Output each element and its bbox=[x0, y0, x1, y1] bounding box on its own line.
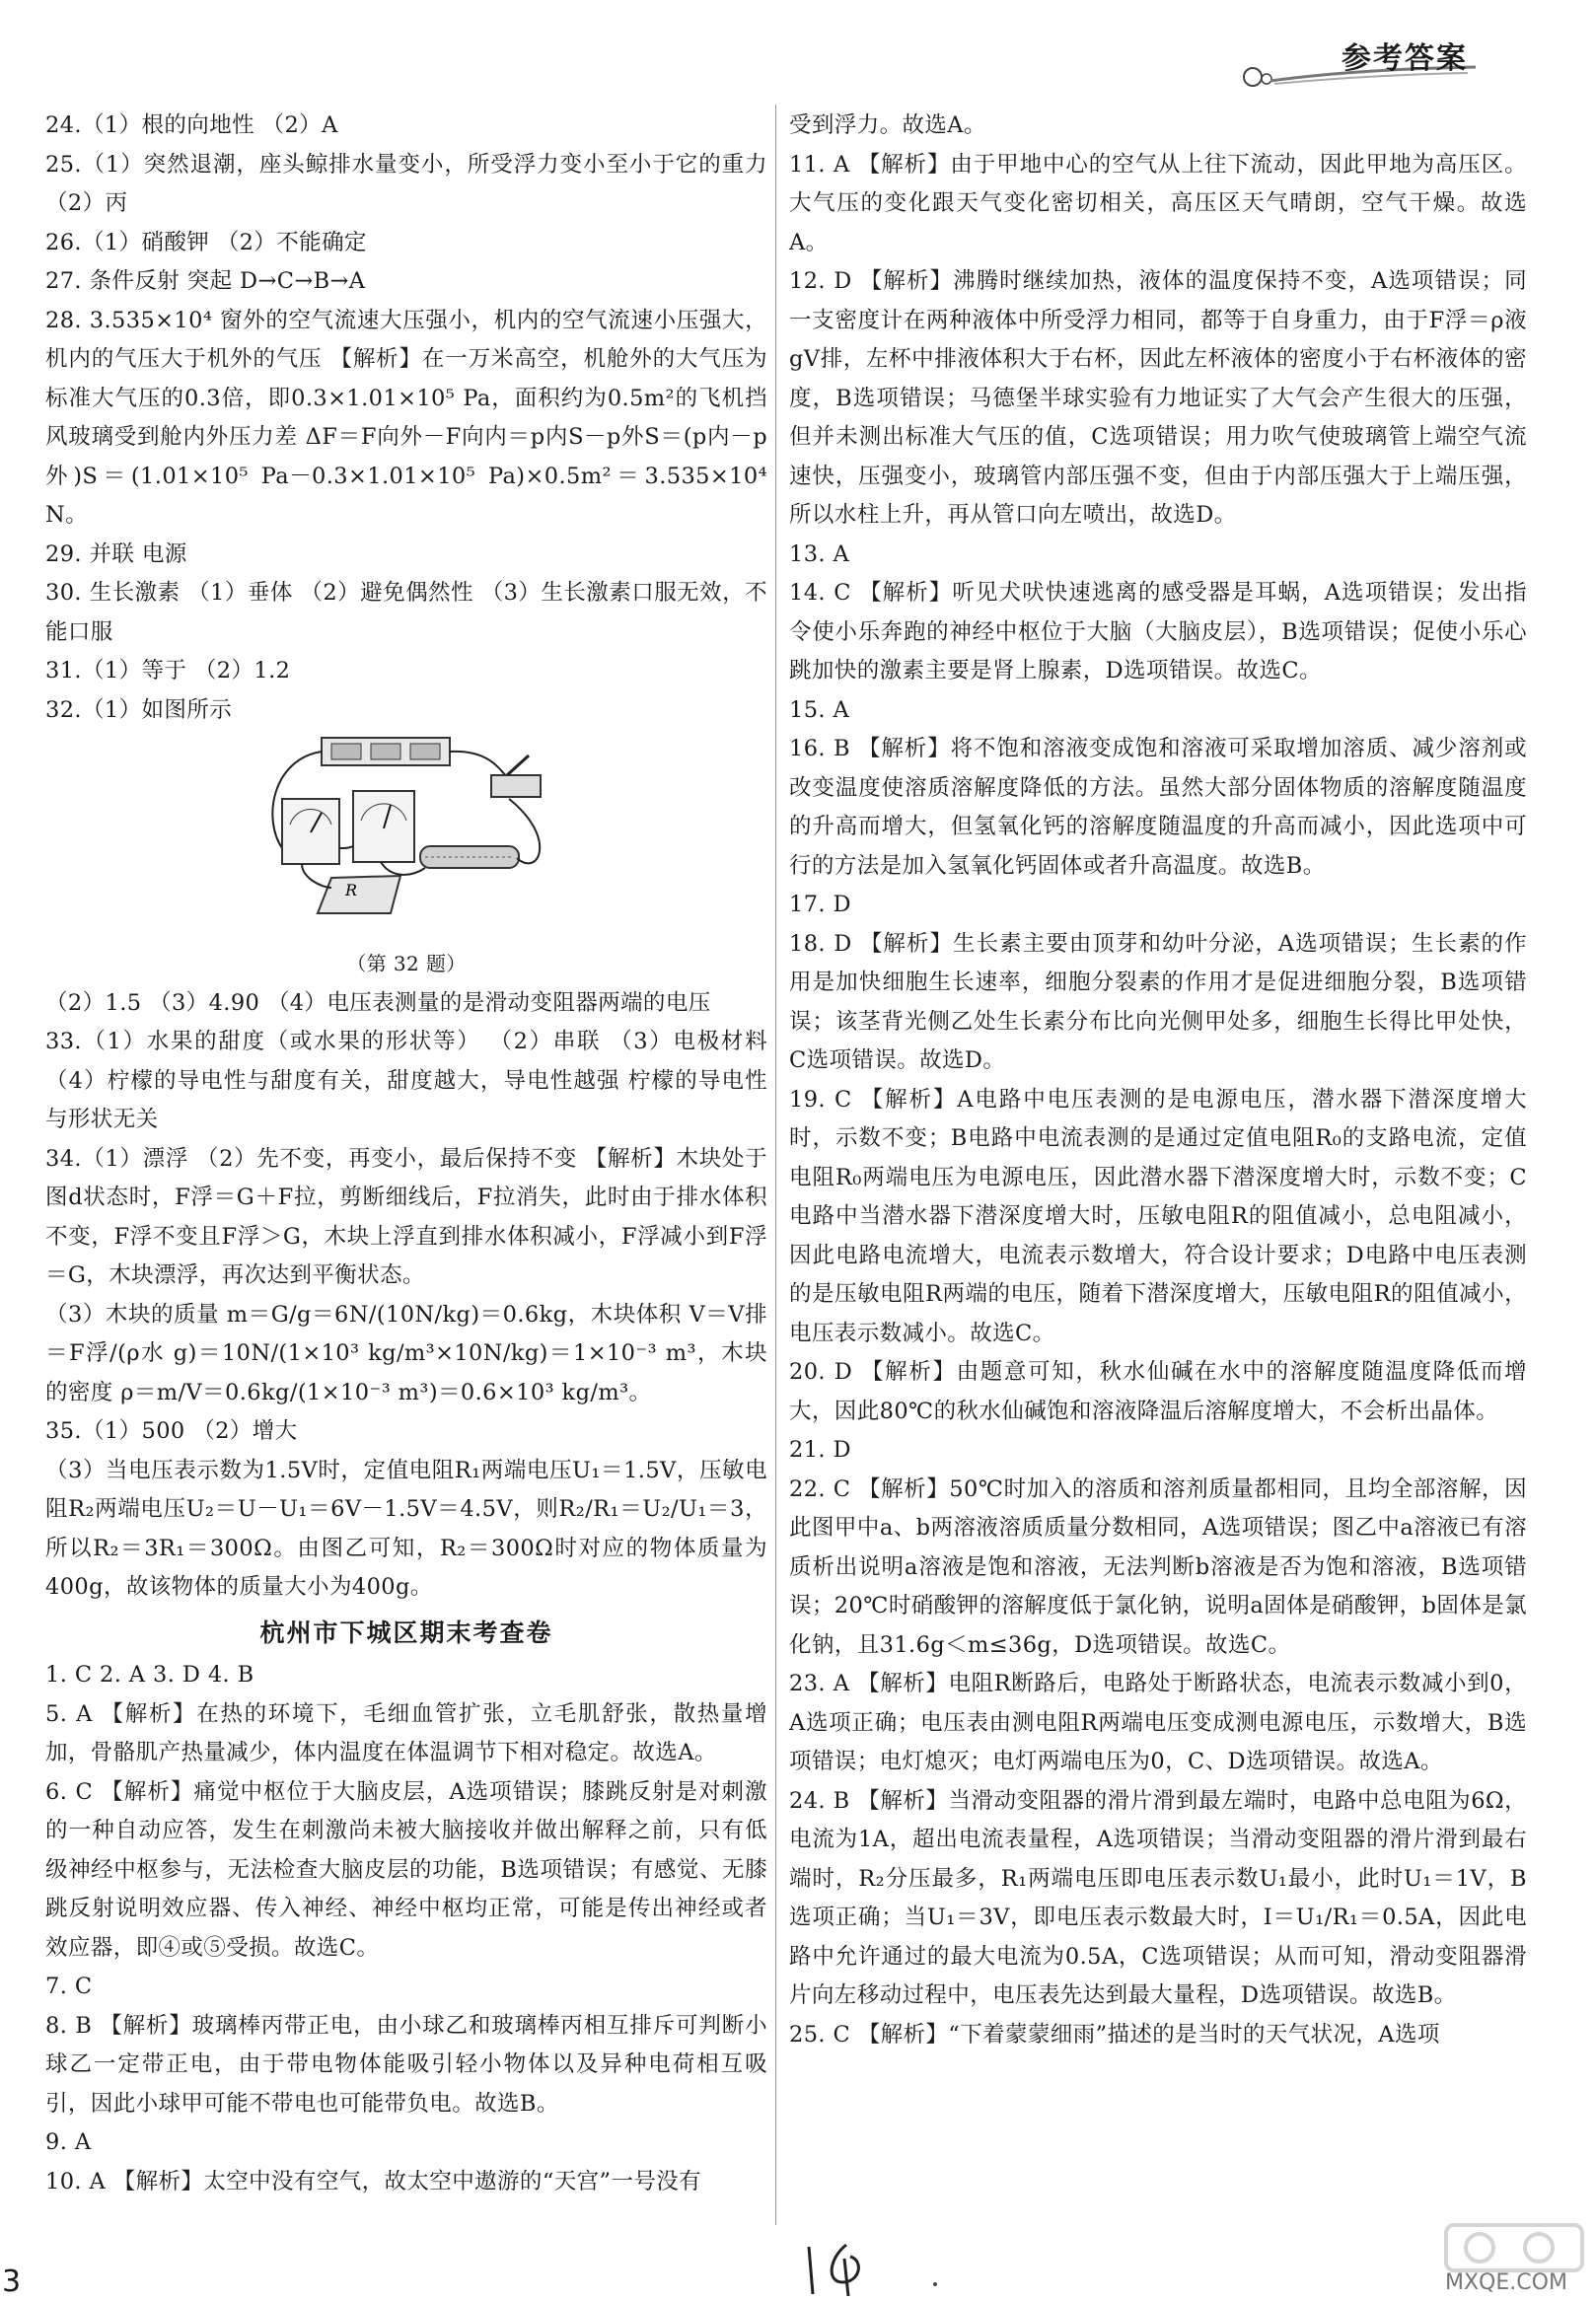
column-divider bbox=[775, 105, 776, 2225]
answer-line: 18. D 【解析】生长素主要由顶芽和幼叶分泌，A选项错误；生长素的作用是加快细胞生长速率，细胞分裂素的作用才是促进细胞分裂，B选项错误；该茎背光侧乙处生长素分布比向光侧甲处多，细胞生长得比甲处快，C选项错误。故选D。 bbox=[789, 930, 1527, 1073]
answer-line: 11. A 【解析】由于甲地中心的空气从上往下流动，因此甲地为高压区。大气压的变化跟天气变化密切相关，高压区天气晴朗，空气干燥。故选A。 bbox=[789, 151, 1527, 255]
figure-caption: （第 32 题） bbox=[346, 952, 467, 975]
answer-line: 1. C 2. A 3. D 4. B bbox=[45, 1662, 254, 1688]
answer-line: 24.（1）根的向地性 （2）A bbox=[45, 112, 338, 138]
answer-line: 31.（1）等于 （2）1.2 bbox=[45, 658, 291, 683]
answer-line: 30. 生长激素 （1）垂体 （2）避免偶然性 （3）生长激素口服无效，不能口服 bbox=[45, 580, 767, 645]
answer-line: 24. B 【解析】当滑动变阻器的滑片滑到最左端时，电路中总电阻为6Ω，电流为1A，超出电流表量程，A选项错误；当滑动变阻器的滑片滑到最右端时，R₂分压最多，R₁两端电压即电压表示数U₁最小，此时U₁＝1V，B选项正确；当U₁＝3V，即电压表示数最大时，I＝U₁/R₁＝0.5A，因此电路中允许通过的最大电流为0.5A，C选项错误；从而可知，滑动变阻器滑片向左移动过程中，电压表先达到最大量程，D选项错误。故选B。 bbox=[789, 1787, 1527, 2008]
watermark-text: MXQE.COM bbox=[1445, 2270, 1567, 2295]
svg-text:R: R bbox=[345, 881, 358, 899]
answer-line: 6. C 【解析】痛觉中枢位于大脑皮层，A选项错误；膝跳反射是对刺激的一种自动应答，发生在刺激尚未被大脑接收并做出解释之前，只有低级神经中枢参与，无法检查大脑皮层的功能，B选项错误；有感觉、无膝跳反射说明效应器、传入神经、神经中枢均正常，可能是传出神经或者效应器，即④或⑤受损。故选C。 bbox=[45, 1778, 767, 1961]
page-number: 3 bbox=[2, 2265, 22, 2299]
right-lines bbox=[789, 107, 1527, 2054]
answer-line: 35.（1）500 （2）增大 bbox=[45, 1418, 298, 1444]
section-title: 杭州市下城区期末考查卷 bbox=[259, 1618, 553, 1647]
answer-line: 9. A bbox=[45, 2129, 92, 2155]
answer-line: 25.（1）突然退潮，座头鲸排水量变小，所受浮力变小至小于它的重力 （2）丙 bbox=[45, 151, 767, 216]
answer-line: 27. 条件反射 突起 D→C→B→A bbox=[45, 268, 366, 294]
left-column bbox=[45, 107, 767, 2201]
handwritten-page-mark bbox=[799, 2239, 947, 2298]
answer-line: 13. A bbox=[789, 540, 850, 567]
answer-line: （3）木块的质量 m＝G/g＝6N/(10N/kg)＝0.6kg，木块体积 V＝V排＝F浮/(ρ水 g)＝10N/(1×10³ kg/m³×10N/kg)＝1×10⁻³ m³，木块的密度 ρ＝m/V＝0.6kg/(1×10⁻³ m³)＝0.6×10³ kg/m³。 bbox=[45, 1301, 767, 1405]
answer-line: 14. C 【解析】听见犬吠快速逃离的感受器是耳蜗，A选项错误；发出指令使小乐奔跑的神经中枢位于大脑（大脑皮层），B选项错误；促使小乐心跳加快的激素主要是肾上腺素，D选项错误。故选C。 bbox=[789, 580, 1527, 683]
answer-line: 28. 3.535×10⁴ 窗外的空气流速大压强小，机内的空气流速小压强大，机内的气压大于机外的气压 【解析】在一万米高空，机舱外的大气压为标准大气压的0.3倍，即0.3×1.01×10⁵ Pa，面积约为0.5m²的飞机挡风玻璃受到舱内外压力差 ΔF＝F向外－F向内＝p内S－p外S＝(p内－p外)S＝(1.01×10⁵ Pa－0.3×1.01×10⁵ Pa)×0.5m²＝3.535×10⁴ N。 bbox=[45, 307, 767, 528]
answer-line: 8. B 【解析】玻璃棒丙带正电，由小球乙和玻璃棒丙相互排斥可判断小球乙一定带正电，由于带电物体能吸引轻小物体以及异种电荷相互吸引，因此小球甲可能不带电也可能带负电。故选B。 bbox=[45, 2012, 767, 2117]
answer-line: 29. 并联 电源 bbox=[45, 540, 187, 567]
answer-line: 20. D 【解析】由题意可知，秋水仙碱在水中的溶解度随温度降低而增大，因此80℃的秋水仙碱饱和溶液降温后溶解度增大，不会析出晶体。 bbox=[789, 1359, 1527, 1424]
answer-line: 23. A 【解析】电阻R断路后，电路处于断路状态，电流表示数减小到0，A选项正确；电压表由测电阻R两端电压变成测电源电压，示数增大，B选项错误；电灯熄灭；电灯两端电压为0，C、D选项错误。故选A。 bbox=[789, 1671, 1527, 1774]
answer-line: 5. A 【解析】在热的环境下，毛细血管扩张，立毛肌舒张，散热量增加，骨骼肌产热量减少，体内温度在体温调节下相对稳定。故选A。 bbox=[45, 1700, 767, 1765]
left-lines-after-section bbox=[45, 1656, 767, 2201]
answer-line: （2）1.5 （3）4.90 （4）电压表测量的是滑动变阻器两端的电压 bbox=[45, 989, 711, 1016]
right-column bbox=[789, 107, 1527, 2054]
answer-line: 25. C 【解析】“下着蒙蒙细雨”描述的是当时的天气状况，A选项 bbox=[789, 2021, 1440, 2048]
header-title: 参考答案 bbox=[1342, 41, 1468, 76]
answer-line: 33.（1）水果的甜度（或水果的形状等） （2）串联 （3）电极材料 （4）柠檬的导电性与甜度有关，甜度越大，导电性越强 柠檬的导电性与形状无关 bbox=[45, 1029, 767, 1132]
answer-line: 7. C bbox=[45, 1974, 93, 1999]
answer-line: 12. D 【解析】沸腾时继续加热，液体的温度保持不变，A选项错误；同一支密度计在两种液体中所受浮力相同，都等于自身重力，由于F浮＝ρ液 gV排，左杯中排液体积大于右杯，因此左杯液体的密度小于右杯液体的密度，B选项错误；马德堡半球实验有力地证实了大气会产生很大的压强，但并未测出标准大气压的值，C选项错误；用力吹气使玻璃管上端空气流速快，压强变小，玻璃管内部压强不变，但由于内部压强大于上端压强，所以水柱上升，再从管口向左喷出，故选D。 bbox=[789, 268, 1527, 528]
left-lines-after-figure bbox=[45, 984, 767, 1608]
answer-line: 21. D bbox=[789, 1437, 851, 1463]
left-lines bbox=[45, 107, 767, 730]
answer-line: 17. D bbox=[789, 892, 851, 917]
circuit-figure bbox=[45, 730, 767, 945]
answer-line: 32.（1）如图所示 bbox=[45, 696, 233, 723]
circuit-diagram-icon bbox=[262, 730, 558, 917]
answer-line: 16. B 【解析】将不饱和溶液变成饱和溶液可采取增加溶质、减少溶剂或改变温度使溶质溶解度降低的方法。虽然大部分固体物质的溶解度随温度的升高而增大，但氢氧化钙的溶解度随温度的升高而减小，因此选项中可行的方法是加入氢氧化钙固体或者升高温度。故选B。 bbox=[789, 736, 1527, 879]
answer-line: 34.（1）漂浮 （2）先不变，再变小，最后保持不变 【解析】木块处于图d状态时，F浮＝G＋F拉，剪断细线后，F拉消失，此时由于排水体积不变，F浮不变且F浮＞G，木块上浮直到排水体积减小，F浮减小到F浮＝G，木块漂浮，再次达到平衡状态。 bbox=[45, 1145, 767, 1288]
page-header bbox=[1241, 30, 1487, 95]
answer-line: 19. C 【解析】A电路中电压表测的是电源电压，潜水器下潜深度增大时，示数不变；B电路中电流表测的是通过定值电阻R₀的支路电流，定值电阻R₀两端电压为电源电压，因此潜水器下潜深度增大时，示数不变；C电路中当潜水器下潜深度增大时，压敏电阻R的阻值减小，总电阻减小，因此电路电流增大，电流表示数增大，符合设计要求；D电路中电压表测的是压敏电阻R两端的电压，随着下潜深度增大，压敏电阻R的阻值减小，电压表示数减小。故选C。 bbox=[789, 1086, 1527, 1346]
answer-line: 10. A 【解析】太空中没有空气，故太空中遨游的“天宫”一号没有 bbox=[45, 2168, 702, 2194]
answer-line: 15. A bbox=[789, 696, 850, 723]
answer-line: （3）当电压表示数为1.5V时，定值电阻R₁两端电压U₁＝1.5V，压敏电阻R₂两端电压U₂＝U－U₁＝6V－1.5V＝4.5V，则R₂/R₁＝U₂/U₁＝3，所以R₂＝3R₁＝300Ω。由图乙可知，R₂＝300Ω时对应的物体质量为400g，故该物体的质量大小为400g。 bbox=[45, 1457, 767, 1600]
answer-line: 26.（1）硝酸钾 （2）不能确定 bbox=[45, 229, 367, 255]
answer-line: 22. C 【解析】50℃时加入的溶质和溶剂质量都相同，且均全部溶解，因此图甲中a、b两溶液溶质质量分数相同，A选项错误；图乙中a溶液已有溶质析出说明a溶液是饱和溶液，无法判断b溶液是否为饱和溶液，B选项错误；20℃时硝酸钾的溶解度低于氯化钠，说明a固体是硝酸钾，b固体是氯化钠，且31.6g＜m≤36g，D选项错误。故选C。 bbox=[789, 1475, 1527, 1658]
answer-line: 受到浮力。故选A。 bbox=[789, 112, 986, 138]
